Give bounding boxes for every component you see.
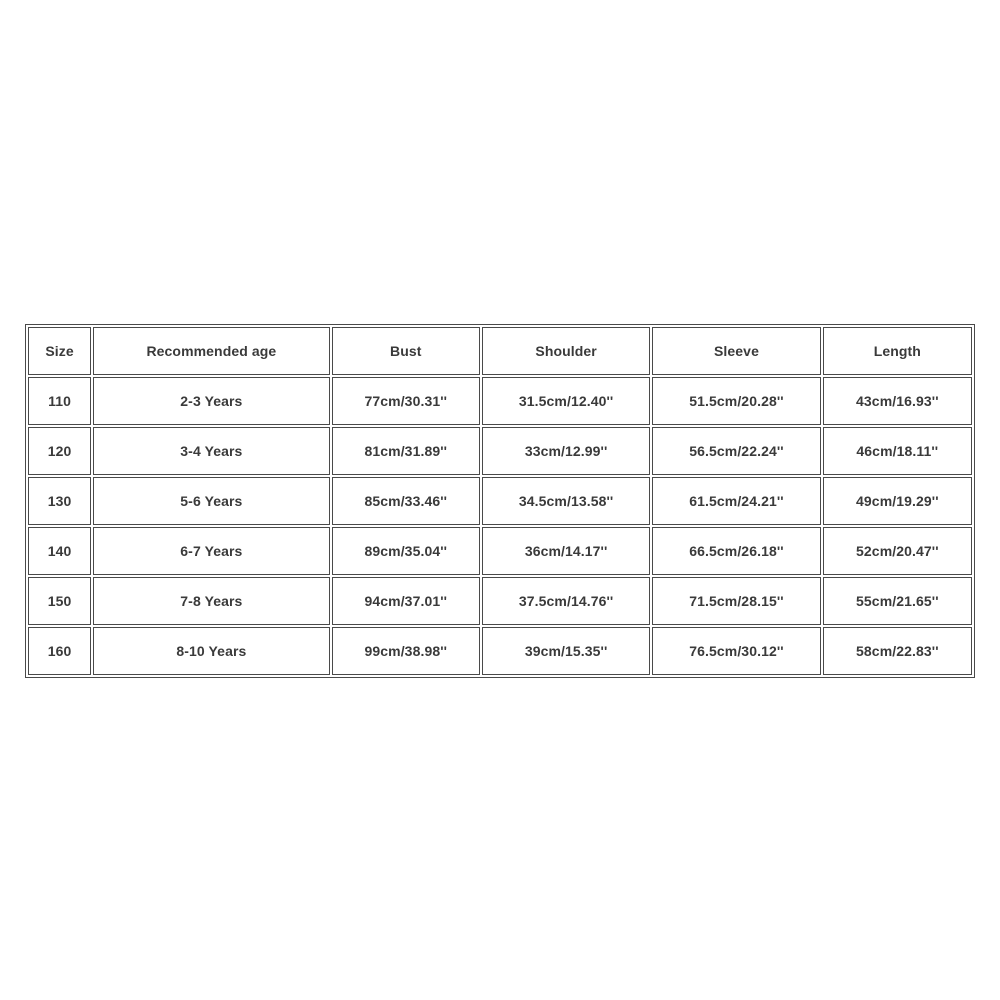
table-row	[28, 427, 972, 475]
header-shoulder: Shoulder	[482, 327, 650, 375]
bust-cell: 81cm/31.89''	[332, 427, 480, 475]
bust-cell: 77cm/30.31''	[332, 377, 480, 425]
size-cell: 120	[28, 427, 91, 475]
age-cell: 6-7 Years	[93, 527, 330, 575]
length-cell: 43cm/16.93''	[823, 377, 972, 425]
header-row	[28, 327, 972, 375]
sleeve-cell: 66.5cm/26.18''	[652, 527, 820, 575]
table-row	[28, 527, 972, 575]
header-size: Size	[28, 327, 91, 375]
sleeve-cell: 76.5cm/30.12''	[652, 627, 820, 675]
age-cell: 2-3 Years	[93, 377, 330, 425]
bust-cell: 89cm/35.04''	[332, 527, 480, 575]
age-cell: 5-6 Years	[93, 477, 330, 525]
length-cell: 55cm/21.65''	[823, 577, 972, 625]
shoulder-cell: 39cm/15.35''	[482, 627, 650, 675]
shoulder-cell: 34.5cm/13.58''	[482, 477, 650, 525]
age-cell: 7-8 Years	[93, 577, 330, 625]
header-sleeve: Sleeve	[652, 327, 820, 375]
bust-cell: 99cm/38.98''	[332, 627, 480, 675]
age-cell: 3-4 Years	[93, 427, 330, 475]
header-recommended-age: Recommended age	[93, 327, 330, 375]
size-cell: 150	[28, 577, 91, 625]
shoulder-cell: 33cm/12.99''	[482, 427, 650, 475]
sleeve-cell: 61.5cm/24.21''	[652, 477, 820, 525]
shoulder-cell: 36cm/14.17''	[482, 527, 650, 575]
size-cell: 140	[28, 527, 91, 575]
table-row	[28, 377, 972, 425]
table-row	[28, 627, 972, 675]
shoulder-cell: 37.5cm/14.76''	[482, 577, 650, 625]
length-cell: 46cm/18.11''	[823, 427, 972, 475]
sleeve-cell: 51.5cm/20.28''	[652, 377, 820, 425]
header-bust: Bust	[332, 327, 480, 375]
length-cell: 52cm/20.47''	[823, 527, 972, 575]
size-cell: 160	[28, 627, 91, 675]
length-cell: 49cm/19.29''	[823, 477, 972, 525]
shoulder-cell: 31.5cm/12.40''	[482, 377, 650, 425]
sleeve-cell: 71.5cm/28.15''	[652, 577, 820, 625]
age-cell: 8-10 Years	[93, 627, 330, 675]
length-cell: 58cm/22.83''	[823, 627, 972, 675]
table-row	[28, 477, 972, 525]
header-length: Length	[823, 327, 972, 375]
bust-cell: 85cm/33.46''	[332, 477, 480, 525]
bust-cell: 94cm/37.01''	[332, 577, 480, 625]
size-cell: 110	[28, 377, 91, 425]
sleeve-cell: 56.5cm/22.24''	[652, 427, 820, 475]
table-row	[28, 577, 972, 625]
size-chart-table	[25, 324, 975, 678]
size-cell: 130	[28, 477, 91, 525]
